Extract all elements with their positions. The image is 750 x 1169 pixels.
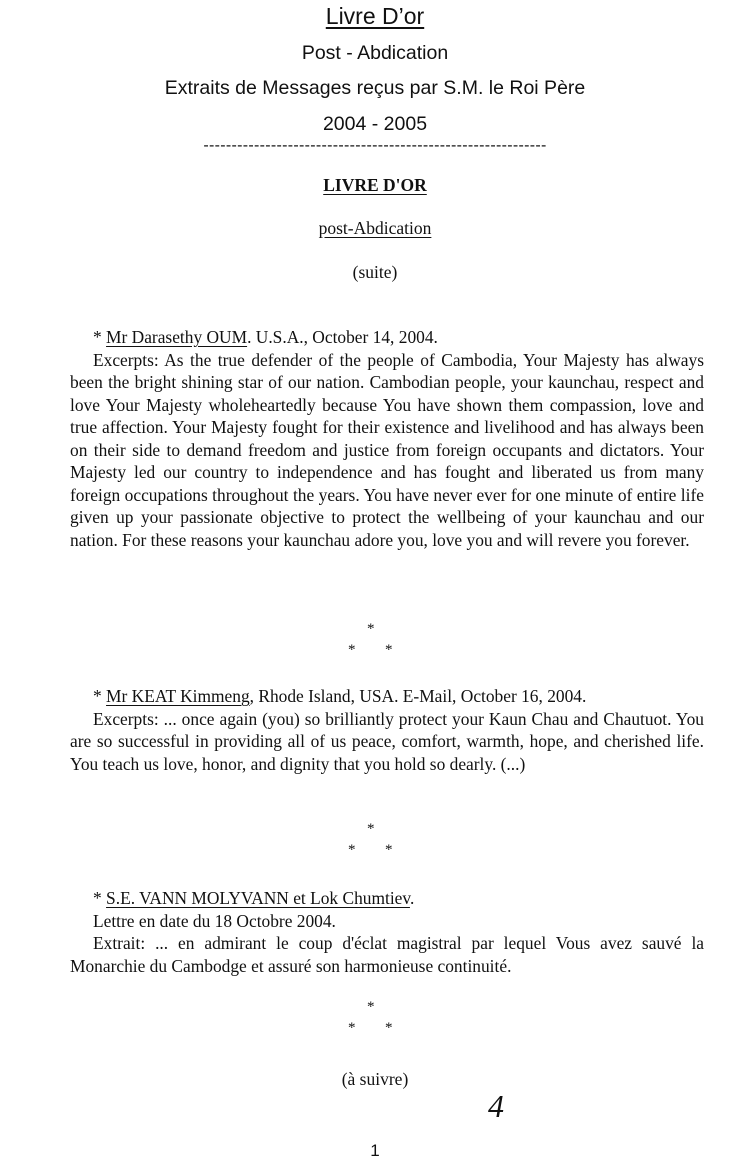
entry-date-line: Lettre en date du 18 Octobre 2004. [93, 910, 336, 931]
message-entry [70, 685, 704, 775]
asterisk-separator-left: * [348, 1020, 356, 1036]
section-title: LIVRE D'OR [323, 175, 427, 195]
document-header-description: Extraits de Messages reçus par S.M. le Roi Père [164, 77, 586, 99]
entry-body: Excerpts: As the true defender of the people of Cambodia, Your Majesty has always been the bright shining star of our nation. Cambodian people, your kaunchau, respect and love Your Majesty wholeheartedly because You have shown them compassion, love and true affection. Your Majesty fought for their existence and livelihood and has always been on their side to demand freedom and justice from foreign occupants and dictators. Your Majesty led our country to independence and has fought and liberated us from many foreign occupations throughout the years. You have never ever for one minute of entire life given up your passionate objective to protect the wellbeing of your kaunchau and our nation. For these reasons your kaunchau adore you, love you and will revere you forever. [70, 349, 704, 550]
header-separator: ------------------------------------------------------------- [203, 137, 547, 154]
entry-body: Extrait: ... en admirant le coup d'éclat magistral par lequel Vous avez sauvé la Monarchie du Cambodge et assuré son harmonieuse continuité. [70, 933, 704, 976]
asterisk-separator-top: * [367, 821, 375, 837]
asterisk-separator-right: * [385, 842, 393, 858]
asterisk-separator-left: * [348, 642, 356, 658]
entry-author: Mr Darasethy OUM [106, 327, 248, 347]
page-number: 1 [370, 1141, 380, 1160]
entry-heading: * S.E. VANN MOLYVANN et Lok Chumtiev. [93, 888, 415, 908]
document-header-years: 2004 - 2005 [322, 113, 428, 135]
entry-author: Mr KEAT Kimmeng [106, 686, 250, 706]
message-entry [70, 887, 704, 977]
entry-author: S.E. VANN MOLYVANN et Lok Chumtiev [106, 888, 410, 908]
document-header-title: Livre D’or [325, 3, 425, 29]
asterisk-separator-right: * [385, 1020, 393, 1036]
entry-heading: * Mr KEAT Kimmeng, Rhode Island, USA. E-Mail, October 16, 2004. [93, 686, 587, 706]
continued-note: (à suivre) [341, 1069, 409, 1089]
entry-body: Excerpts: ... once again (you) so brilliantly protect your Kaun Chau and Chautuot. You are so successful in providing all of us peace, comfort, warmth, hope, and cherished life. You teach us love, honor, and dignity that you hold so dearly. (...) [70, 708, 704, 774]
entry-heading: * Mr Darasethy OUM. U.S.A., October 14, 2004. [93, 327, 438, 347]
document-header-subtitle: Post - Abdication [301, 42, 449, 64]
asterisk-separator-left: * [348, 842, 356, 858]
section-subtitle: post-Abdication [318, 218, 432, 238]
asterisk-separator-top: * [367, 999, 375, 1015]
asterisk-separator-right: * [385, 642, 393, 658]
section-note: (suite) [352, 262, 398, 282]
asterisk-separator-top: * [367, 621, 375, 637]
message-entry [70, 326, 704, 551]
handwritten-page-mark: 4 [488, 1088, 504, 1124]
